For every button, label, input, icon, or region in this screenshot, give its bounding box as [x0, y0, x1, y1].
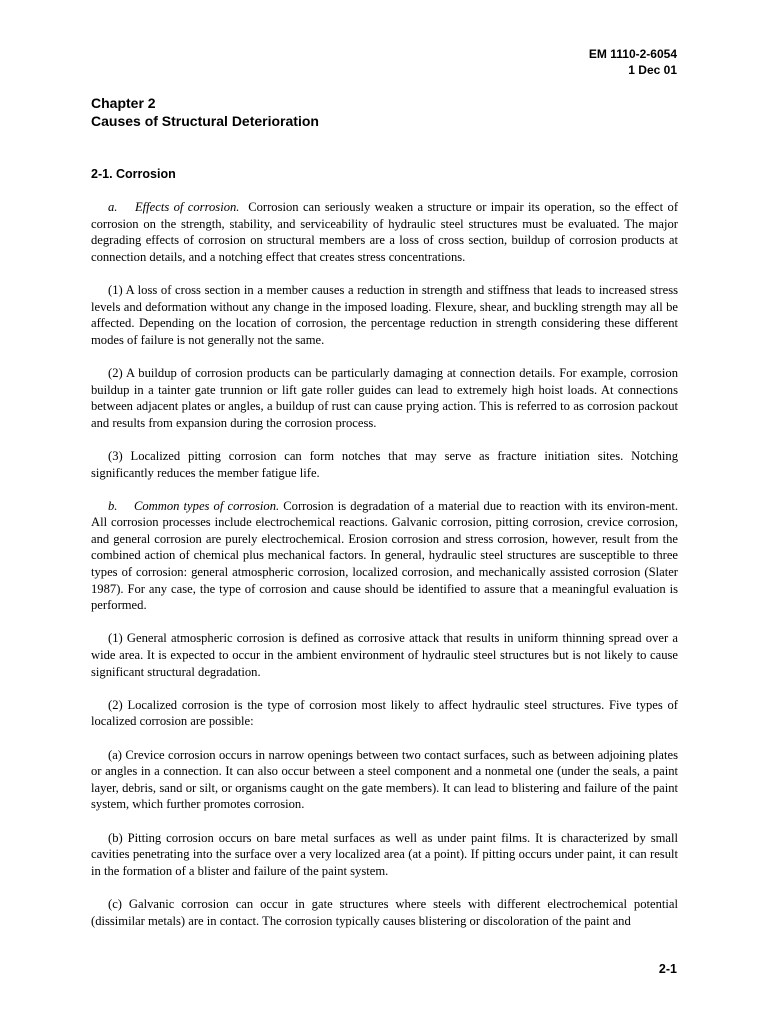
body-text — [91, 199, 678, 946]
paragraph-text: Corrosion can seriously weaken a structure or impair its operation, so the effect of corrosion on the strength, stability, and serviceability of hydraulic steel structures must be evaluated. The major degrading effects of corrosion on structural members are a loss of cross section, buildup of corrosion products at connection details, and a notching effect that creates stress concentrations. — [91, 200, 679, 264]
page-number: 2-1 — [658, 962, 677, 976]
paragraph-heading: Effects of corrosion. — [134, 200, 240, 214]
paragraph: (3) Localized pitting corrosion can form notches that may serve as fracture initiation sites. Notching significantly reduces the member fatigue life. — [91, 448, 678, 480]
paragraph: (1) A loss of cross section in a member causes a reduction in strength and stiffness that leads to increased stress levels and deformation without any change in the imposed loading. Flexure, shear, and buckling strength may all be affected. Depending on the location of corrosion, the percentage reduction in strength considering these different modes of failure is not generally not the same. — [91, 282, 678, 347]
section-title: 2-1. Corrosion — [91, 167, 176, 181]
chapter-heading — [91, 94, 319, 130]
document-number: EM 1110-2-6054 — [588, 47, 677, 61]
paragraph: (2) Localized corrosion is the type of corrosion most likely to affect hydraulic steel structures. Five types of localized corrosion are possible: — [91, 697, 678, 729]
paragraph-lead: b. — [108, 498, 118, 513]
paragraph: (a) Crevice corrosion occurs in narrow openings between two contact surfaces, such as between adjoining plates or angles in a connection. It can also occur between a steel component and a nonmetal one (under the seals, a paint layer, debris, sand or silt, or organisms caught on the gate members). It can lead to blistering and failure of the paint system, which further promotes corrosion. — [91, 747, 678, 812]
paragraph — [91, 498, 678, 614]
paragraph: (1) General atmospheric corrosion is defined as corrosive attack that results in uniform thinning spread over a wide area. It is expected to occur in the ambient environment of hydraulic steel structures but is not likely to cause significant structural degradation. — [91, 631, 678, 679]
document-date: 1 Dec 01 — [628, 63, 677, 77]
paragraph-lead: a. — [108, 200, 118, 214]
document-header — [589, 46, 677, 78]
paragraph-heading: Common types of corrosion. — [133, 498, 280, 513]
chapter-label: Chapter 2 — [91, 95, 156, 111]
paragraph: (2) A buildup of corrosion products can be particularly damaging at connection details. For example, corrosion buildup in a tainter gate trunnion or lift gate roller guides can lead to extremely high hoist loads. At connections between adjacent plates or angles, a buildup of rust can cause prying action. This is referred to as corrosion packout and results from expansion during the corrosion process. — [91, 365, 678, 430]
paragraph — [91, 199, 678, 265]
paragraph: (b) Pitting corrosion occurs on bare metal surfaces as well as under paint films. It is characterized by small cavities penetrating into the surface over a very localized area (at a point). If pitting occurs under paint, it can result in the formation of a blister and failure of the paint system. — [91, 830, 678, 878]
paragraph-text: Corrosion is degradation of a material due to reaction with its environ-ment. All corrosion processes include electrochemical reactions. Galvanic corrosion, pitting corrosion, crevice corrosion, and general corrosion are purely electrochemical. Erosion corrosion and stress corrosion, however, result from the combined action of chemical plus mechanical factors. In general, hydraulic steel structures are susceptible to three types of corrosion: general atmospheric corrosion, localized corrosion, and mechanically assisted corrosion (Slater 1987). For any case, the type of corrosion and cause should be identified to assure that a meaningful evaluation is performed. — [91, 498, 678, 613]
chapter-title: Causes of Structural Deterioration — [91, 113, 319, 129]
paragraph: (c) Galvanic corrosion can occur in gate structures where steels with different electrochemical potential (dissimilar metals) are in contact. The corrosion typically causes blistering or discoloration of the paint and — [91, 896, 678, 928]
